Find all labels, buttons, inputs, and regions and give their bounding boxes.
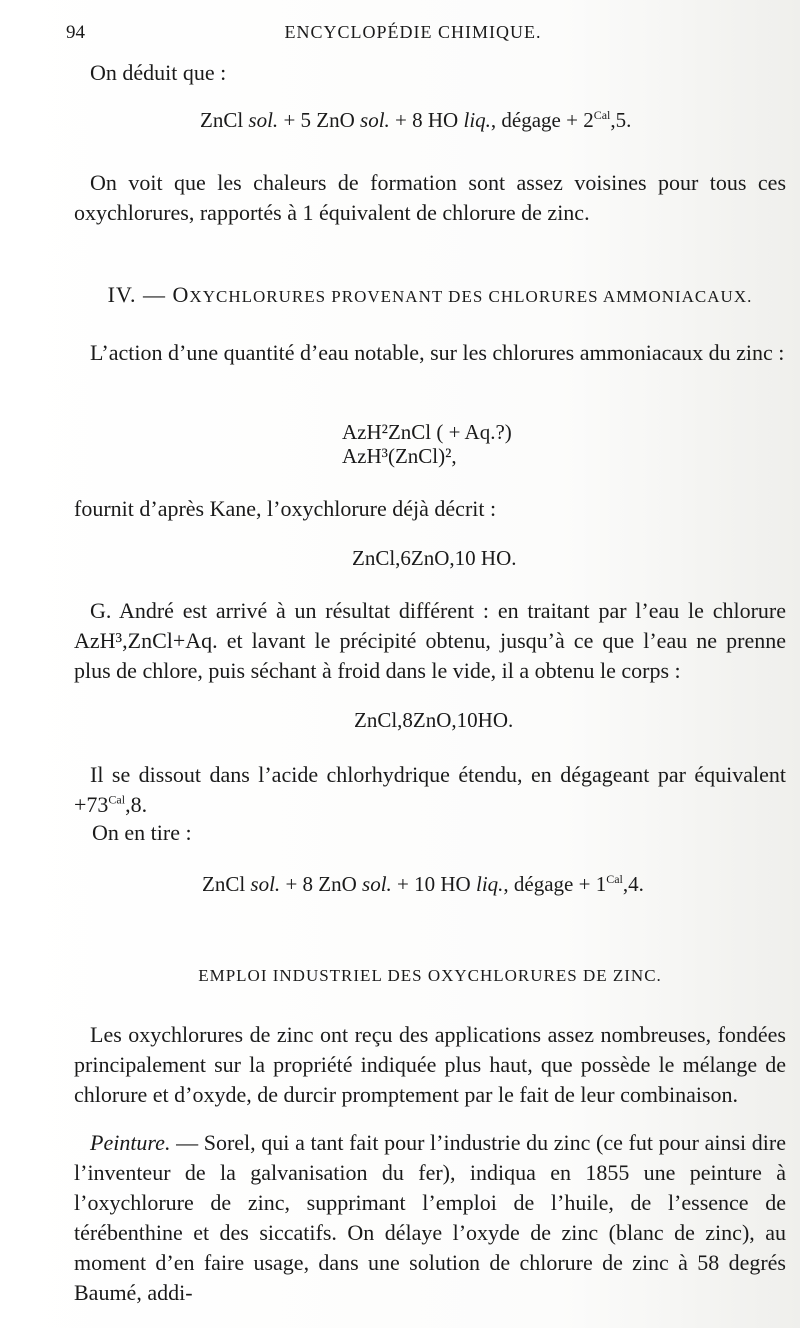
text-part: ,8. bbox=[125, 792, 148, 817]
paragraph-deduction: On déduit que : bbox=[90, 60, 227, 85]
formula-part: sol. bbox=[362, 872, 392, 896]
formula-part: Cal bbox=[593, 108, 611, 122]
formula-part: , dégage + 1 bbox=[503, 872, 607, 896]
formula-part: ZnCl bbox=[200, 108, 244, 132]
formula-8zno: ZnCl,8ZnO,10HO. bbox=[354, 708, 514, 732]
formula-part: liq. bbox=[475, 872, 504, 896]
formula-part: ,5. bbox=[610, 108, 632, 132]
formula-zncl-5zno bbox=[200, 108, 631, 133]
formula-part: + 10 HO bbox=[391, 872, 476, 896]
heading-part: XYCHLORURES PROVENANT DES CHLORURES AMMONIACAUX. bbox=[189, 287, 753, 306]
formula-part: , dégage + 2 bbox=[490, 108, 594, 132]
formula-part: sol. bbox=[248, 108, 279, 132]
formula-part: Cal bbox=[606, 872, 623, 886]
formula-part: + 8 HO bbox=[389, 108, 464, 132]
formula-azh2zncl: AzH²ZnCl ( + Aq.?) bbox=[342, 420, 512, 444]
paragraph-peinture bbox=[74, 1128, 786, 1308]
formula-part: liq. bbox=[463, 108, 491, 132]
paragraph-andre: G. André est arrivé à un résultat différent : en traitant par l’eau le chlorure AzH³,ZnCl+Aq. et lavant le précipité obtenu, jusqu’à ce que l’eau ne prenne plus de chlore, puis séchant à froid dans le vide, il a obtenu le corps : bbox=[74, 598, 786, 683]
formula-part: + 8 ZnO bbox=[280, 872, 363, 896]
formula-part: sol. bbox=[250, 872, 281, 896]
section-heading-iv bbox=[74, 282, 786, 308]
formula-part: + 5 ZnO bbox=[278, 108, 361, 132]
heading-part: IV. — bbox=[107, 282, 173, 307]
paragraph-body: — Sorel, qui a tant fait pour l’industrie du zinc (ce fut pour ainsi dire l’inventeur de la galvanisation du fer), indiqua en 1855 une peinture à l’oxychlorure de zinc, supprimant l’emploi de l’huile, de l’essence de térébenthine et des siccatifs. On délaye l’oxyde de zinc (blanc de zinc), au moment d’en faire usage, dans une solution de chlorure de zinc à 58 degrés Baumé, addi- bbox=[74, 1130, 786, 1305]
text-part: Cal bbox=[108, 792, 126, 807]
formula-azh3zncl2: AzH³(ZnCl)², bbox=[342, 444, 457, 468]
formula-6zno: ZnCl,6ZnO,10 HO. bbox=[352, 546, 517, 570]
paragraph-action: L’action d’une quantité d’eau notable, sur les chlorures ammoniacaux du zinc : bbox=[90, 340, 785, 365]
formula-part: sol. bbox=[360, 108, 390, 132]
heading-part: O bbox=[172, 282, 190, 307]
page-number: 94 bbox=[66, 22, 85, 43]
paragraph-lead: Peinture. bbox=[90, 1130, 171, 1155]
paragraph-on-en-tire: On en tire : bbox=[92, 820, 192, 845]
paragraph-kane: fournit d’après Kane, l’oxychlorure déjà décrit : bbox=[74, 496, 497, 521]
paragraph-applications: Les oxychlorures de zinc ont reçu des applications assez nombreuses, fondées principalement sur la propriété indiquée plus haut, que possède le mélange de chlorure et d’oxyde, de durcir promptement par le fait de leur combinaison. bbox=[74, 1022, 786, 1107]
section-heading-emploi: EMPLOI INDUSTRIEL DES OXYCHLORURES DE ZINC. bbox=[198, 966, 662, 985]
formula-zncl-8zno bbox=[202, 872, 644, 897]
paragraph-chaleurs: On voit que les chaleurs de formation sont assez voisines pour tous ces oxychlorures, rapportés à 1 équivalent de chlorure de zinc. bbox=[74, 170, 786, 225]
paragraph-dissout bbox=[74, 760, 786, 820]
formula-part: ,4. bbox=[622, 872, 644, 896]
formula-part: ZnCl bbox=[202, 872, 251, 896]
running-title: ENCYCLOPÉDIE CHIMIQUE. bbox=[284, 22, 542, 42]
text-part: Il se dissout dans l’acide chlorhydrique étendu, en dégageant par équivalent +73 bbox=[74, 762, 786, 817]
page-header bbox=[66, 22, 760, 46]
